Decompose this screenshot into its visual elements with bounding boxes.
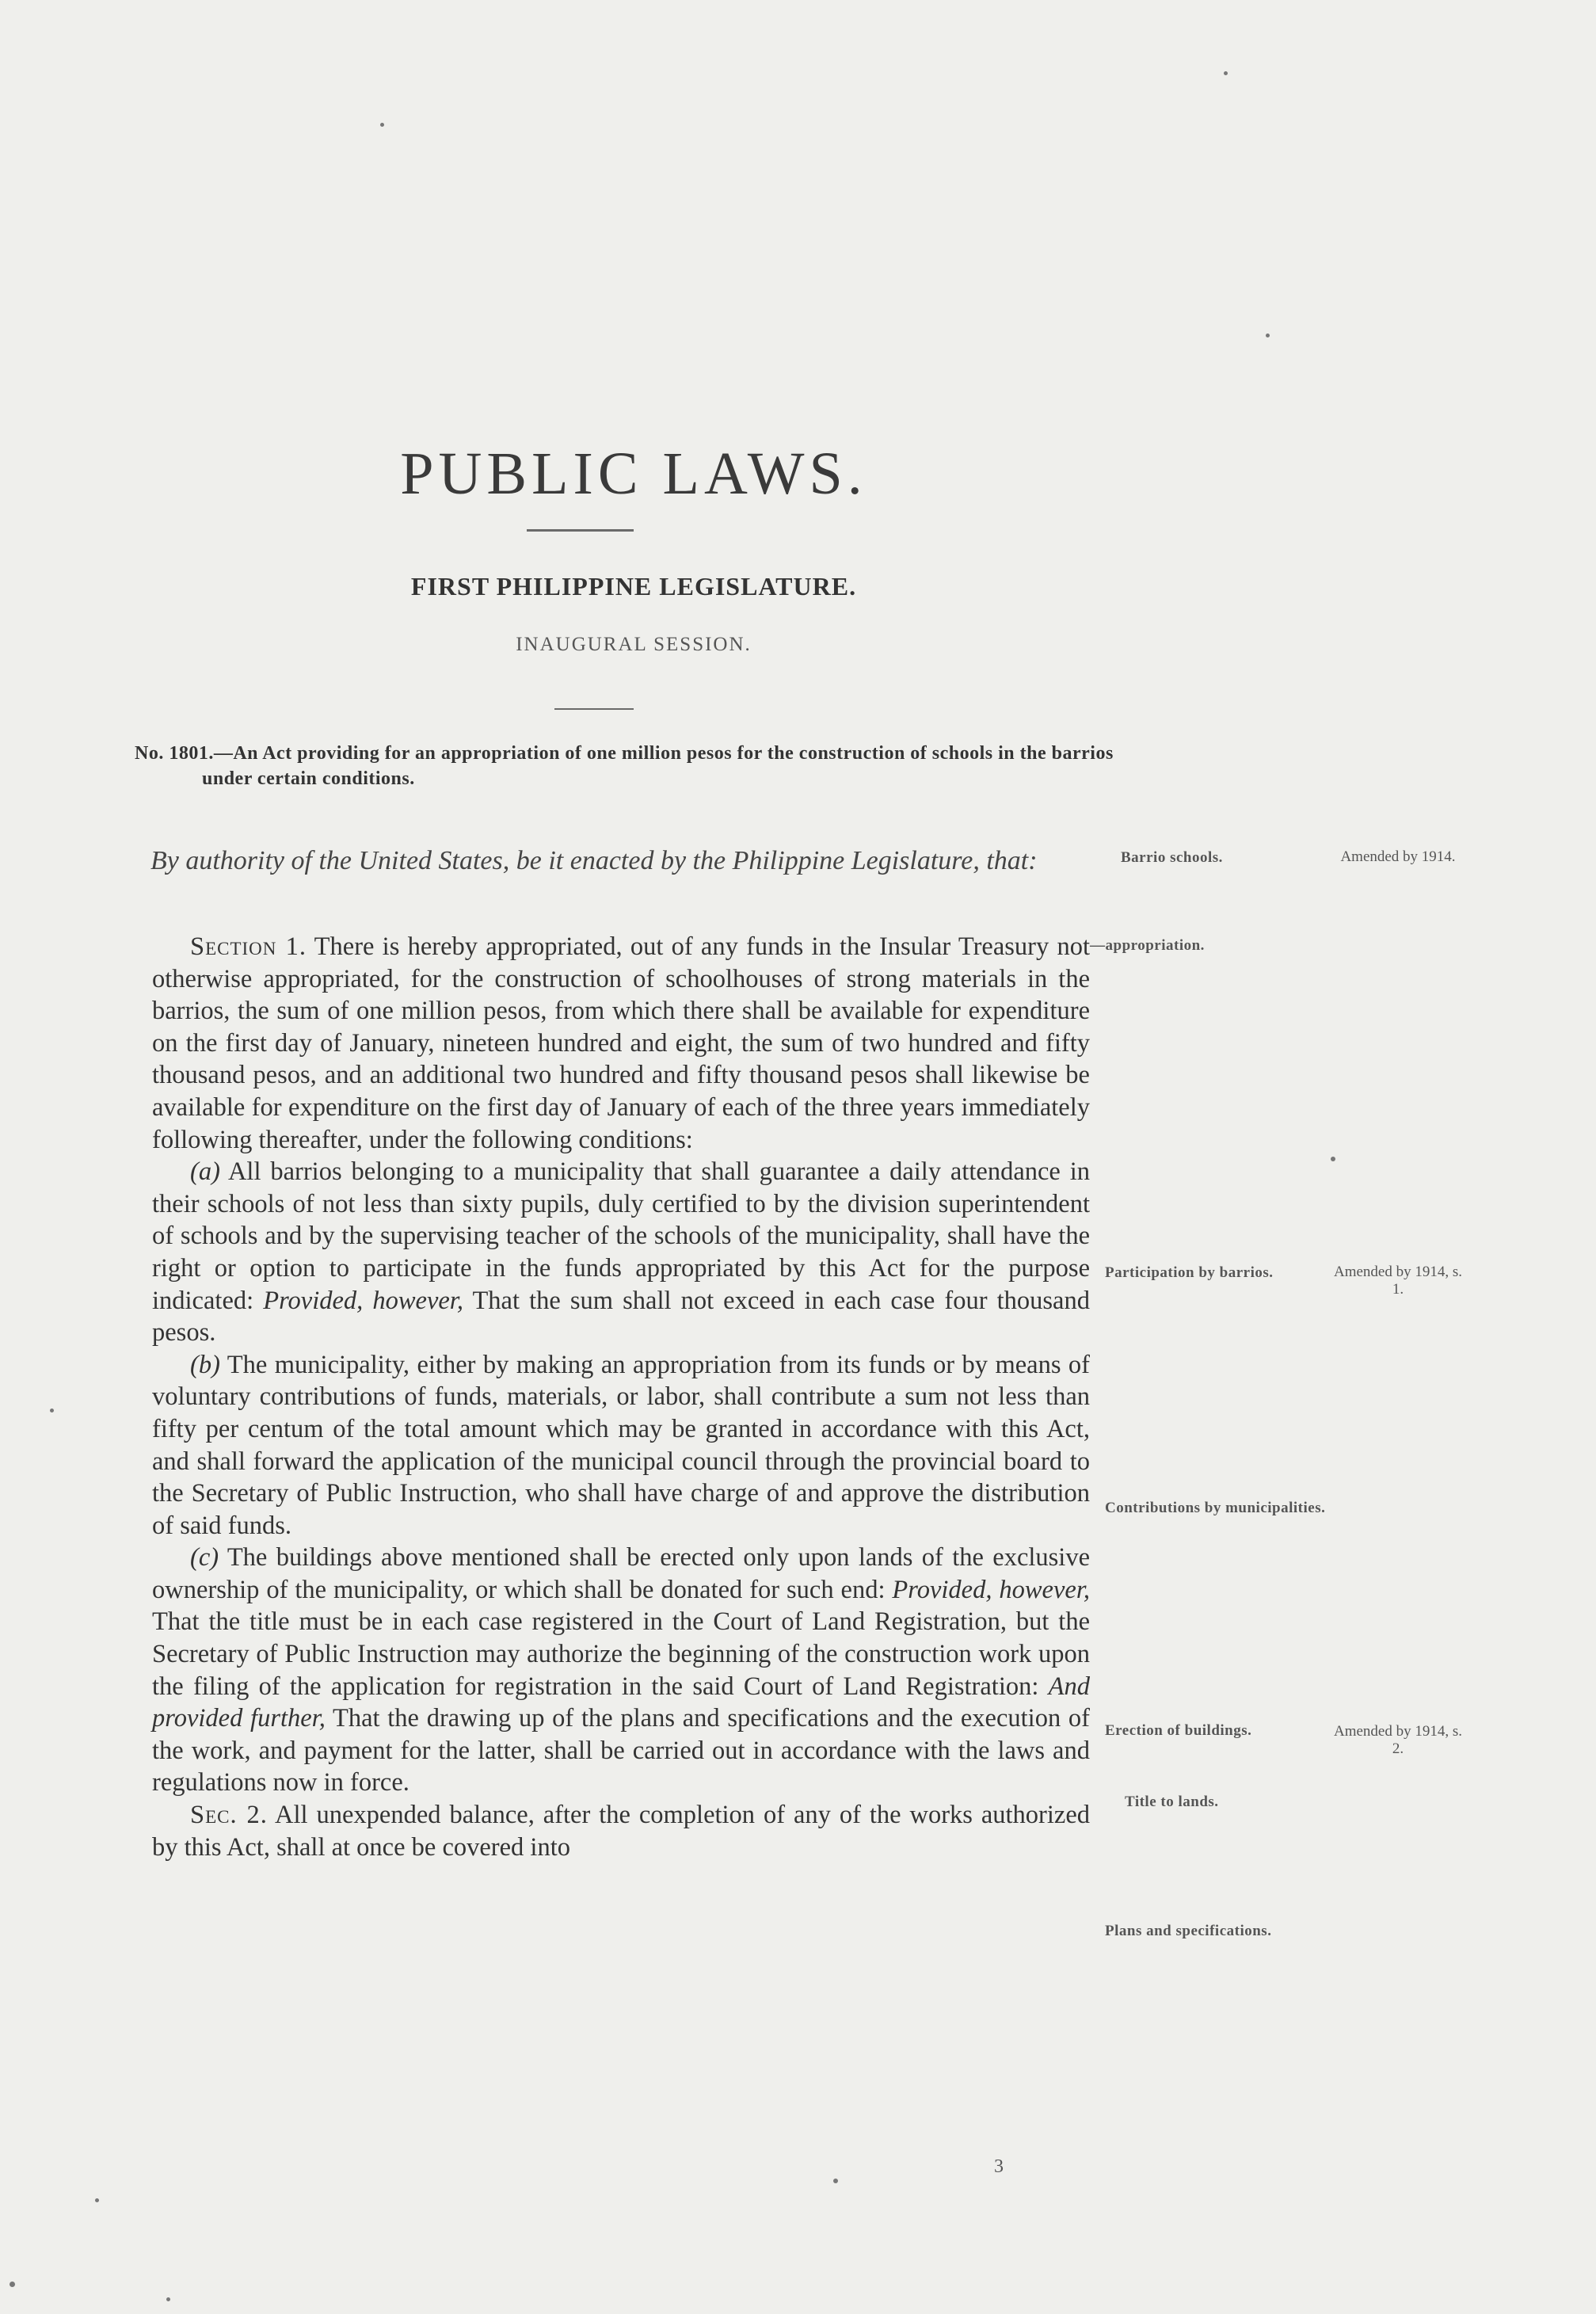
paragraph-c-text-1: The buildings above mentioned shall be erected only upon lands of the exclusive ownership of the municipality, or which shall be donated for such end: (152, 1543, 1090, 1604)
amendment-note-3: Amended by 1914, s. 2. (1333, 1723, 1462, 1757)
session-rule (554, 708, 634, 710)
margin-note-contributions: Contributions by municipalities. (1105, 1500, 1326, 1516)
margin-note-erection: Erection of buildings. (1105, 1722, 1252, 1739)
scan-speck (1266, 334, 1270, 337)
scan-speck (380, 123, 384, 127)
margin-note-title-to-lands: Title to lands. (1125, 1794, 1219, 1810)
paragraph-a-end: That the sum shall not exceed in each case four thousand pesos. (152, 1286, 1090, 1348)
scan-speck (95, 2198, 99, 2202)
scan-speck (1224, 71, 1228, 75)
paragraph-a-text: All barrios belonging to a municipality that shall guarantee a daily attendance in their schools of not less than sixty pupils, duly certified to by the division superintendent of schools and by the supervising teacher of the schools of the municipality, shall have the right or option to participate in the funds appropriated by this Act for the purpose indicated: (152, 1157, 1090, 1315)
paragraph-c-label: (c) (190, 1543, 219, 1573)
page-title: PUBLIC LAWS. (400, 440, 867, 507)
paragraph-c-text-3: That the drawing up of the plans and specifications and the execution of the work, and payment for the latter, shall be carried out in accordance with the laws and regulations now in force. (152, 1704, 1091, 1797)
paragraph-b-text: The municipality, either by making an appropriation from its funds or by means of voluntary contributions of funds, materials, or labor, shall contribute a sum not less than fifty per centum of the total amount which may be granted in accordance with this Act, and shall forward the application of the municipal council through the provincial board to the Secretary of Public Instruction, who shall have charge of and approve the distribution of said funds. (152, 1350, 1090, 1540)
paragraph-b (152, 1349, 1090, 1542)
scan-speck (166, 2297, 170, 2301)
margin-note-plans: Plans and specifications. (1105, 1923, 1272, 1939)
scan-speck (50, 1409, 54, 1412)
paragraph-a-label: (a) (190, 1157, 220, 1187)
paragraph-a (152, 1156, 1090, 1349)
section-2 (152, 1799, 1090, 1863)
paragraph-c-proviso-2: And provided further, (152, 1672, 1090, 1733)
legislature-heading: FIRST PHILIPPINE LEGISLATURE. (410, 572, 857, 600)
paragraph-c-text-2: That the title must be in each case registered in the Court of Land Registration, but the Secretary of Public Instruction may authorize the beginning of the construction work upon the filing of the application for registration in the said Court of Land Registration: (152, 1607, 1090, 1701)
section-1-text: There is hereby appropriated, out of any funds in the Insular Treasury not otherwise appropriated, for the construction of schoolhouses of strong materials in the barrios, the sum of one million pesos, from which there shall be available for expenditure on the first day of January, nineteen hundred and eight, the sum of two hundred and fifty thousand pesos, and an additional two hundred and fifty thousand pesos shall likewise be available for expenditure on the first day of January of each of the three years immediately following thereafter, under the following conditions: (152, 932, 1090, 1154)
title-rule (527, 529, 634, 532)
session-heading: INAUGURAL SESSION. (516, 634, 752, 655)
section-1-label: Section 1. (190, 932, 307, 961)
page-number: 3 (994, 2156, 1004, 2177)
scan-speck (10, 2282, 15, 2287)
paragraph-a-proviso: Provided, however, (263, 1286, 463, 1315)
paragraph-c (152, 1542, 1090, 1799)
scan-speck (833, 2179, 838, 2183)
margin-note-appropriation: —appropriation. (1090, 937, 1205, 954)
scan-speck (1331, 1157, 1335, 1161)
paragraph-b-label: (b) (190, 1350, 220, 1379)
act-body (152, 931, 1090, 1863)
margin-note-barrio-schools: Barrio schools. (1121, 849, 1223, 866)
section-2-text: All unexpended balance, after the completion of any of the works authorized by this Act, shall at once be covered into (152, 1801, 1091, 1862)
enacting-clause: By authority of the United States, be it enacted by the Philippine Legislature, that: (150, 846, 1038, 875)
section-2-label: Sec. 2. (190, 1801, 268, 1830)
paragraph-c-proviso-1: Provided, however, (892, 1575, 1091, 1604)
amendment-note-2: Amended by 1914, s. 1. (1333, 1264, 1462, 1298)
act-heading: No. 1801.—An Act providing for an appropriation of one million pesos for the construction of schools in the barrios under certain conditions. (135, 743, 1114, 789)
section-1 (152, 931, 1090, 1156)
amendment-note-1: Amended by 1914. (1340, 848, 1456, 865)
margin-note-participation: Participation by barrios. (1105, 1264, 1274, 1281)
